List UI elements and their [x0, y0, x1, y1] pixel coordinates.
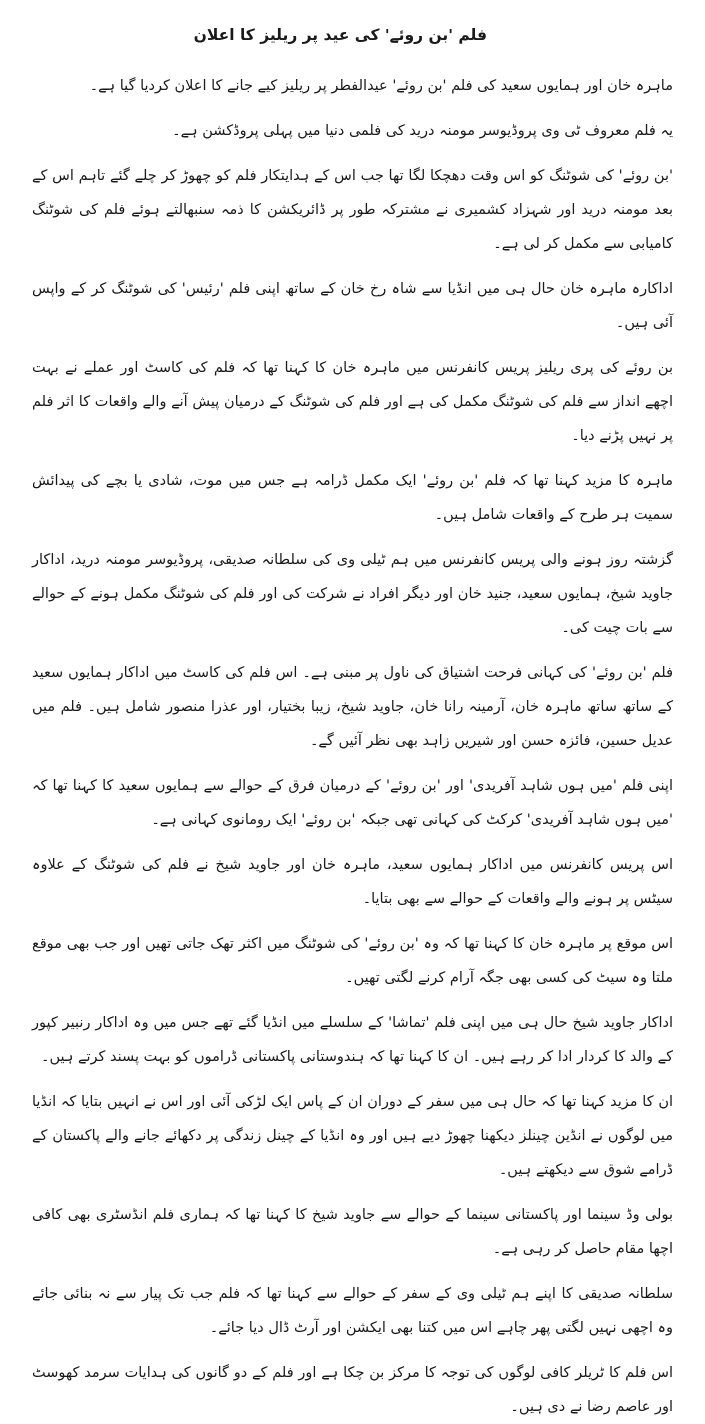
article-paragraph: بولی وڈ سینما اور پاکستانی سینما کے حوالے سے جاوید شیخ کا کہنا تھا کہ ہماری فلم انڈسٹری بھی کافی اچھا مقام حاصل کر رہی ہے۔: [32, 1207, 673, 1257]
article-paragraph: اداکار جاوید شیخ حال ہی میں اپنی فلم 'تماشا' کے سلسلے میں انڈیا گئے تھے جس میں وہ اداکار رنبیر کپور کے والد کا کردار ادا کر رہے ہیں۔ ان کا کہنا تھا کہ ہندوستانی پاکستانی ڈراموں کو بہت پسند کرتے ہیں۔: [32, 1015, 673, 1065]
article-paragraph: گزشتہ روز ہونے والی پریس کانفرنس میں ہم ٹیلی وی کی سلطانہ صدیقی، پروڈیوسر مومنہ درید، اداکار جاوید شیخ، ہمایوں سعید، جنید خان اور دیگر افراد نے شرکت کی اور فلم کی شوٹنگ مکمل ہونے کے حوالے سے بات چیت کی۔: [32, 552, 673, 636]
article-paragraph: اس موقع پر ماہرہ خان کا کہنا تھا کہ وہ 'بن روئے' کی شوٹنگ میں اکثر تھک جاتی تھیں اور جب بھی موقع ملتا وہ سیٹ کی کسی بھی جگہ آرام کرنے لگتی تھیں۔: [32, 936, 673, 986]
article-paragraph: ماہرہ خان اور ہمایوں سعید کی فلم 'بن روئے' عیدالفطر پر ریلیز کیے جانے کا اعلان کردیا گیا ہے۔: [89, 78, 673, 94]
article-paragraph: ماہرہ کا مزید کہنا تھا کہ فلم 'بن روئے' ایک مکمل ڈرامہ ہے جس میں موت، شادی یا بچے کی پیدائش سمیت ہر طرح کے واقعات شامل ہیں۔: [32, 473, 673, 523]
article-paragraph: بن روئے کی پری ریلیز پریس کانفرنس میں ماہرہ خان کا کہنا تھا کہ فلم کی کاسٹ اور عملے نے بہت اچھے انداز سے فلم کی شوٹنگ مکمل کی ہے اور فلم کی شوٹنگ کے درمیان پیش آنے والے واقعات کا اثر فلم پر نہیں پڑنے دیا۔: [32, 360, 673, 444]
article-paragraph: اپنی فلم 'میں ہوں شاہد آفریدی' اور 'بن روئے' کے درمیان فرق کے حوالے سے ہمایوں سعید کا کہنا تھا کہ 'میں ہوں شاہد آفریدی' کرکٹ کی کہانی تھی جبکہ 'بن روئے' ایک رومانوی کہانی ہے۔: [32, 778, 673, 828]
article-paragraph: سلطانہ صدیقی کا اپنے ہم ٹیلی وی کے سفر کے حوالے سے کہنا تھا کہ فلم جب تک پیار سے نہ بنائی جائے وہ اچھی نہیں لگتی پھر چاہے اس میں کتنا بھی ایکشن اور آرٹ ڈال دیا جائے۔: [32, 1286, 673, 1336]
article-paragraph: 'بن روئے' کی شوٹنگ کو اس وقت دھچکا لگا تھا جب اس کے ہدایتکار فلم کو چھوڑ کر چلے گئے تاہم اس کے بعد مومنہ درید اور شہزاد کشمیری نے مشترکہ طور پر ڈائریکشن کا ذمہ سنبھالتے ہوئے فلم کی شوٹنگ کامیابی سے مکمل کر لی ہے۔: [32, 168, 673, 252]
article-paragraph: ان کا مزید کہنا تھا کہ حال ہی میں سفر کے دوران ان کے پاس ایک لڑکی آئی اور اس نے انہیں بتایا کہ انڈیا میں لوگوں نے انڈین چینلز دیکھنا چھوڑ دیے ہیں اور وہ انڈیا کے چینل زندگی پر دکھائے جانے والے پاکستان کے ڈرامے شوق سے دیکھتے ہیں۔: [32, 1094, 673, 1178]
article-paragraph: اداکارہ ماہرہ خان حال ہی میں انڈیا سے شاہ رخ خان کے ساتھ اپنی فلم 'رئیس' کی شوٹنگ کر کے واپس آئی ہیں۔: [32, 281, 673, 331]
article-paragraph: اس پریس کانفرنس میں اداکار ہمایوں سعید، ماہرہ خان اور جاوید شیخ نے فلم کی شوٹنگ کے علاوہ سیٹس پر ہونے والے واقعات کے حوالے سے بھی بتایا۔: [32, 857, 673, 907]
article-paragraph: اس فلم کا ٹریلر کافی لوگوں کی توجہ کا مرکز بن چکا ہے اور فلم کے دو گانوں کی ہدایات سرمد کھوسٹ اور عاصم رضا نے دی ہیں۔: [32, 1365, 673, 1415]
article-title: فلم 'بن روئے' کی عید پر ریلیز کا اعلان: [193, 26, 487, 44]
article-paragraph: فلم 'بن روئے' کی کہانی فرحت اشتیاق کی ناول پر مبنی ہے۔ اس فلم کی کاسٹ میں اداکار ہمایوں سعید کے ساتھ ساتھ ماہرہ خان، آرمینہ رانا خان، جاوید شیخ، زیبا بختیار، اور عذرا منصور شامل ہیں۔ فلم میں عدیل حسین، فائزہ حسن اور شیریں زاہد بھی نظر آئیں گے۔: [32, 665, 673, 749]
article-paragraph: یہ فلم معروف ٹی وی پروڈیوسر مومنہ درید کی فلمی دنیا میں پہلی پروڈکشن ہے۔: [172, 123, 673, 139]
